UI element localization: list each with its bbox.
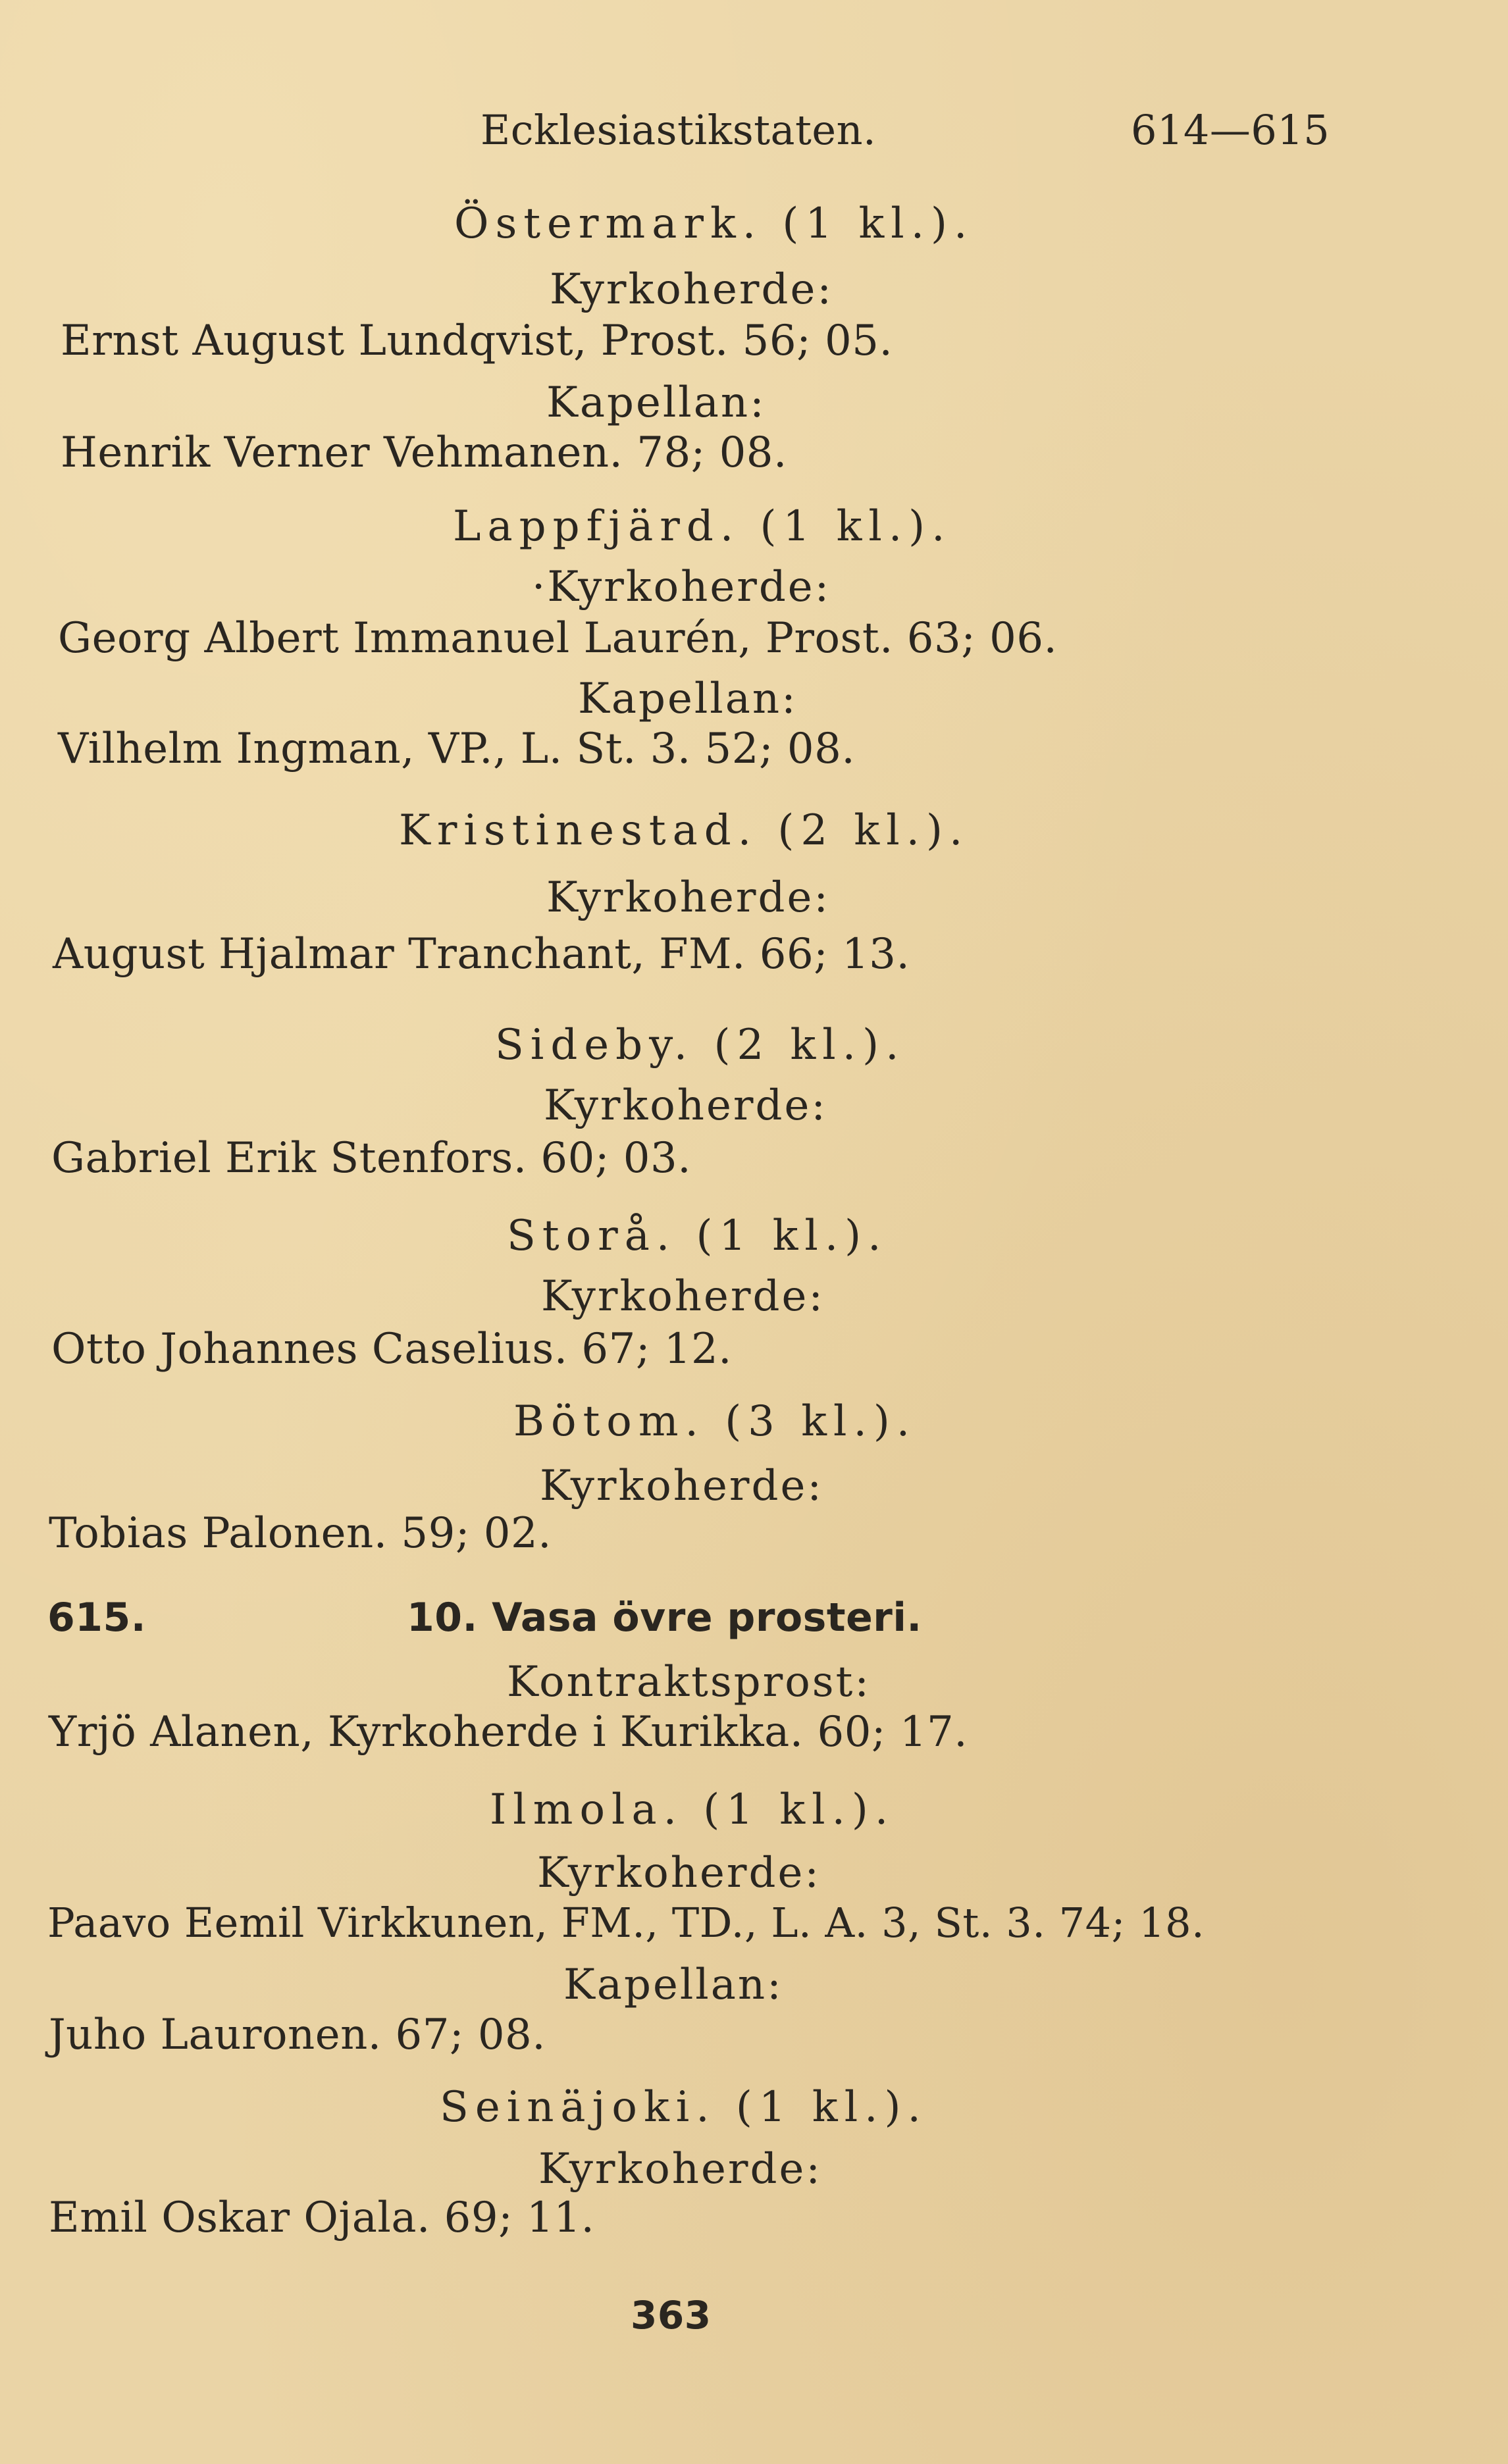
office-title: Kyrkoherde: (544, 1081, 827, 1130)
clergy-entry: Juho Lauronen. 67; 08. (49, 2011, 546, 2059)
parish-name: Ilmola. (1 kl.). (490, 1785, 895, 1834)
parish-name: Lappfjärd. (1 kl.). (453, 502, 952, 551)
clergy-entry: Tobias Palonen. 59; 02. (49, 1509, 552, 1558)
office-title: Kyrkoherde: (538, 2145, 822, 2194)
parish-name: Seinäjoki. (1 kl.). (440, 2083, 927, 2132)
section-title: 10. Vasa övre prosteri. (407, 1595, 922, 1641)
clergy-entry: Georg Albert Immanuel Laurén, Prost. 63; 06. (58, 614, 1058, 663)
clergy-entry: Yrjö Alanen, Kyrkoherde i Kurikka. 60; 17. (49, 1708, 968, 1757)
parish-name: Kristinestad. (2 kl.). (399, 806, 970, 855)
section-number: 615. (47, 1595, 147, 1641)
page-number: 363 (631, 2293, 712, 2338)
clergy-entry: Ernst August Lundqvist, Prost. 56; 05. (61, 317, 893, 365)
office-title: ·Kyrkoherde: (532, 563, 831, 611)
parish-name: Sideby. (2 kl.). (495, 1021, 906, 1069)
clergy-entry: Otto Johannes Caselius. 67; 12. (51, 1325, 732, 1373)
office-title: Kyrkoherde: (546, 873, 830, 922)
clergy-entry: Vilhelm Ingman, VP., L. St. 3. 52; 08. (58, 725, 856, 773)
office-title: Kapellan: (578, 675, 798, 723)
office-title: Kyrkoherde: (537, 1849, 821, 1897)
clergy-entry: August Hjalmar Tranchant, FM. 66; 13. (53, 930, 910, 979)
office-title: Kontraktsprost: (507, 1658, 871, 1707)
running-header-page-range: 614—615 (1131, 106, 1330, 154)
office-title: Kyrkoherde: (541, 1272, 825, 1321)
clergy-entry: Henrik Verner Vehmanen. 78; 08. (61, 428, 787, 477)
office-title: Kyrkoherde: (540, 1462, 823, 1510)
clergy-entry: Paavo Eemil Virkkunen, FM., TD., L. A. 3, St. 3. 74; 18. (47, 1899, 1205, 1947)
parish-name: Bötom. (3 kl.). (513, 1397, 917, 1446)
running-header-title: Ecklesiastikstaten. (481, 106, 877, 154)
parish-name: Storå. (1 kl.). (507, 1212, 888, 1260)
parish-name: Östermark. (1 kl.). (454, 199, 974, 248)
office-title: Kyrkoherde: (550, 265, 833, 314)
office-title: Kapellan: (546, 378, 766, 427)
office-title: Kapellan: (563, 1961, 783, 2009)
clergy-entry: Gabriel Erik Stenfors. 60; 03. (51, 1134, 692, 1183)
clergy-entry: Emil Oskar Ojala. 69; 11. (49, 2194, 595, 2242)
